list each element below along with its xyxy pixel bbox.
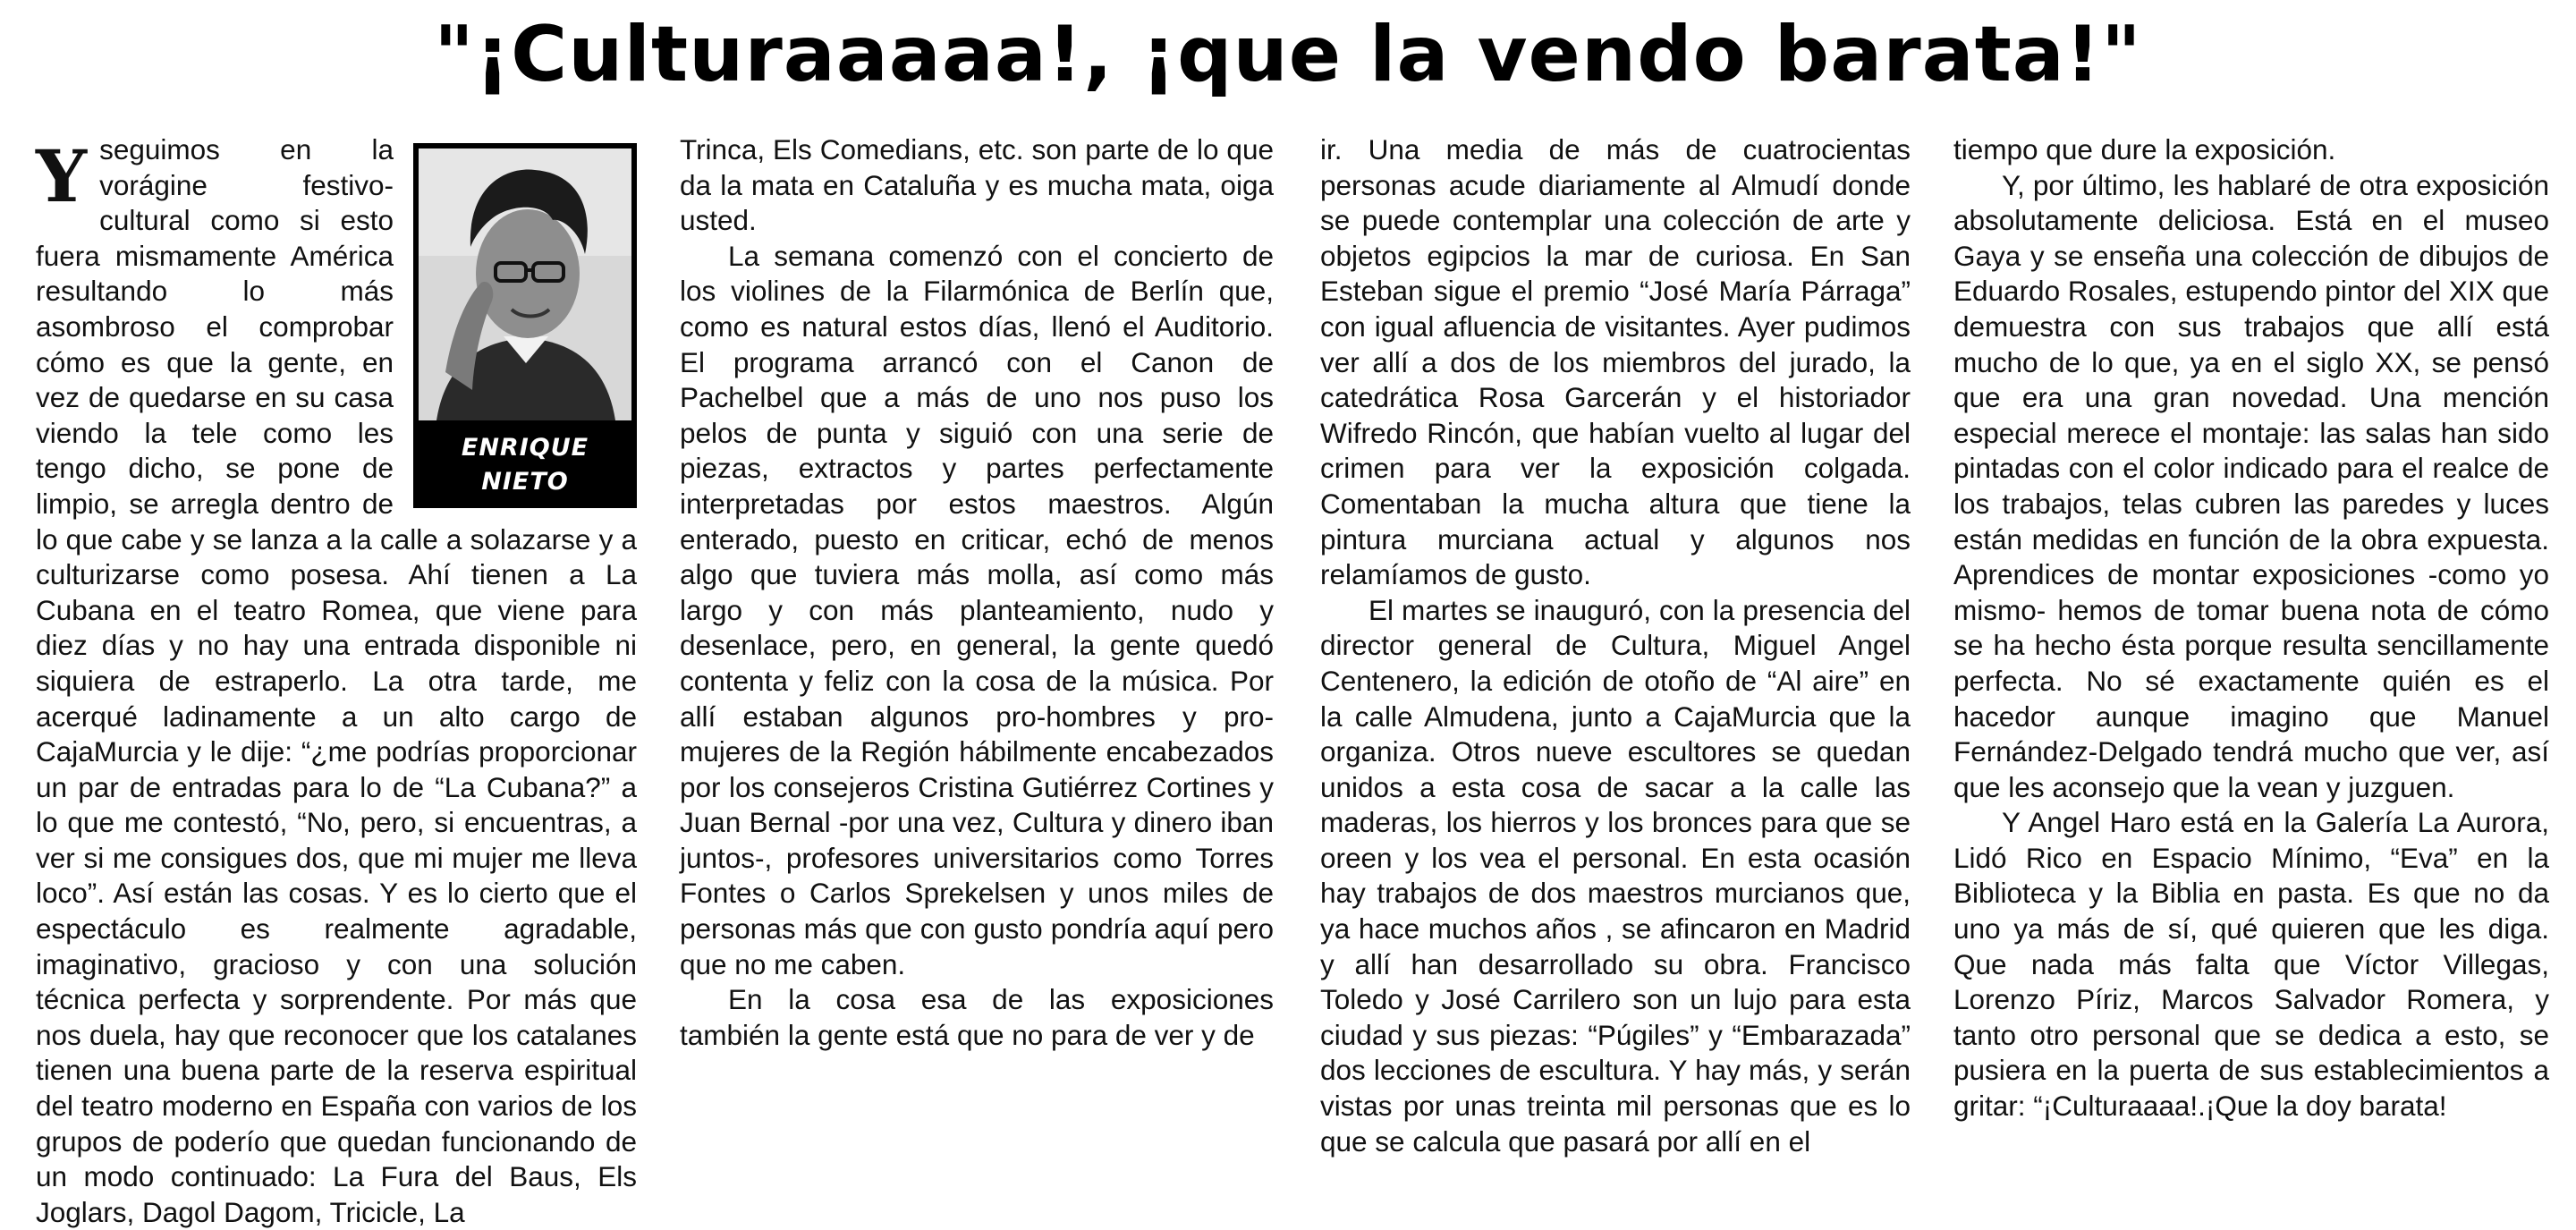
paragraph-text: seguimos en la vorágine festivo-cultural como si esto fuera mismamente América resultando lo más asombroso el comprobar cómo es que la gente, en vez de quedarse en su casa viendo la tele como les tengo dicho, se pone de limpio, se arregla dentro de lo que cabe y se lanza a la calle a solazarse y a culturizarse como posesa. Ahí tienen a La Cubana en el teatro Romea, que viene para diez días y no hay una entrada disponible ni siquiera de estraperlo. La otra tarde, me acerqué ladinamente a un alto cargo de CajaMurcia y le dije: “¿me podrías proporcionar un par de entradas para lo de “La Cubana?” a lo que me contestó, “No, pero, si encuentras, a ver si me consigues dos, que mi mujer me lleva loco”. Así están las cosas. Y es lo cierto que el espectáculo es realmente agradable, imaginativo, gracioso y con una solución técnica perfecta y sorprendente. Por más que nos duela, hay que reconocer que los catalanes tienen una buena parte de la reserva espiritual del teatro moderno en España con varios de los grupos de poderío que quedan funcionando de un modo continuado: La Fura del Baus, Els Joglars, Dagol Dagom, Tricicle, La [36,133,637,1228]
paragraph: La semana comenzó con el concierto de los violines de la Filarmónica de Berlín que, como es natural estos días, llenó el Auditorio. El programa arrancó con el Canon de Pachelbel que a más de uno nos puso los pelos de punta y siguió con una serie de piezas, extractos y partes perfectamente interpretadas por estos maestros. Algún enterado, puesto en criticar, echó de menos algo que tuviera más molla, así como más largo y con más planteamiento, nudo y desenlace, pero, en general, la gente quedó contenta y feliz con la cosa de la música. Por allí estaban algunos pro-hombres y pro-mujeres de la Región hábilmente encabezados por los consejeros Cristina Gutiérrez Cortines y Juan Bernal -por una vez, Cultura y dinero iban juntos-, profesores universitarios como Torres Fontes o Carlos Sprekelsen y unos miles de personas más que con gusto pondría aquí pero que no me caben. [680,239,1274,980]
paragraph: Y Angel Haro está en la Galería La Aurora, Lidó Rico en Espacio Mínimo, “Eva” en la Biblioteca y la Biblia en pasta. Es que no da uno ya más de sí, qué quieren que les diga. Que nada más falta que Víctor Villegas, Lorenzo Píriz, Marcos Salvador Romera, y tanto otro personal que se dedica a esto, se pusiera en la puerta de sus establecimientos a gritar: “¡Culturaaaa!.¡Que la doy barata! [1953,806,2549,1123]
paragraph: Y, por último, les hablaré de otra exposición absolutamente deliciosa. Está en el museo Gaya y se enseña una colección de dibujos de Eduardo Rosales, estupendo pintor del XIX que demuestra con sus trabajos que allí está mucho de lo que, ya en el siglo XX, se pensó que era una gran novedad. Una mención especial merece el montaje: las salas han sido pintadas con el color indicado para el realce de los trabajos, telas cubren las paredes y luces están medidas en función de la obra expuesta. Aprendices de montar exposiciones -como yo mismo- hemos de tomar buena nota de cómo se ha hecho ésta porque resulta sencillamente perfecta. No sé exactamente quién es el hacedor aunque imagino que Manuel Fernández-Delgado tendrá mucho que ver, así que les aconsejo que la vean y juzguen. [1953,168,2549,803]
paragraph: Trinca, Els Comedians, etc. son parte de lo que da la mata en Cataluña y es mucha mata, oiga usted. [680,133,1274,237]
column-4 [1953,132,2549,1124]
byline-first-name: ENRIQUE [461,434,589,462]
author-photo [419,148,631,420]
byline [413,431,637,499]
author-portrait-icon [419,148,631,420]
author-photo-box [413,143,637,508]
byline-last-name: NIETO [481,468,569,496]
headline: "¡Culturaaaaa!, ¡que la vendo barata!" [434,10,2142,99]
column-1 [36,132,637,1230]
paragraph: El martes se inauguró, con la presencia del director general de Cultura, Miguel Angel Centenero, la edición de otoño de “Al aire” en la calle Almudena, junto a CajaMurcia que la organiza. Otros nueve escultores se quedan unidos a esta cosa de sacar a la calle las maderas, los hierros y los bronces para que se oreen y los vea el personal. En esta ocasión hay trabajos de dos maestros murcianos que, ya hace muchos años , se afincaron en Madrid y allí han desarrollado su obra. Francisco Toledo y José Carrilero son un lujo para esta ciudad y sus piezas: “Púgiles” y “Embarazada” dos lecciones de escultura. Y hay más, y serán vistas por unas treinta mil personas que es lo que se calcula que pasará por allí en el [1320,593,1911,1158]
paragraph: En la cosa esa de las exposiciones también la gente está que no para de ver y de [680,983,1274,1051]
drop-cap: Y [36,134,88,218]
column-3 [1320,132,1911,1159]
column-2 [680,132,1274,1053]
paragraph: tiempo que dure la exposición. [1953,133,2336,165]
paragraph: ir. Una media de más de cuatrocientas personas acude diariamente al Almudí donde se puede contemplar una colección de arte y objetos egipcios la mar de curiosa. En San Esteban sigue el premio “José María Párraga” con igual afluencia de visitantes. Ayer pudimos ver allí a dos de los miembros del jurado, la catedrática Rosa Garcerán y el historiador Wifredo Rincón, que habían vuelto al lugar del crimen para ver la exposición colgada. Comentaban la mucha altura que tiene la pintura murciana actual y algunos nos relamíamos de gusto. [1320,133,1911,591]
